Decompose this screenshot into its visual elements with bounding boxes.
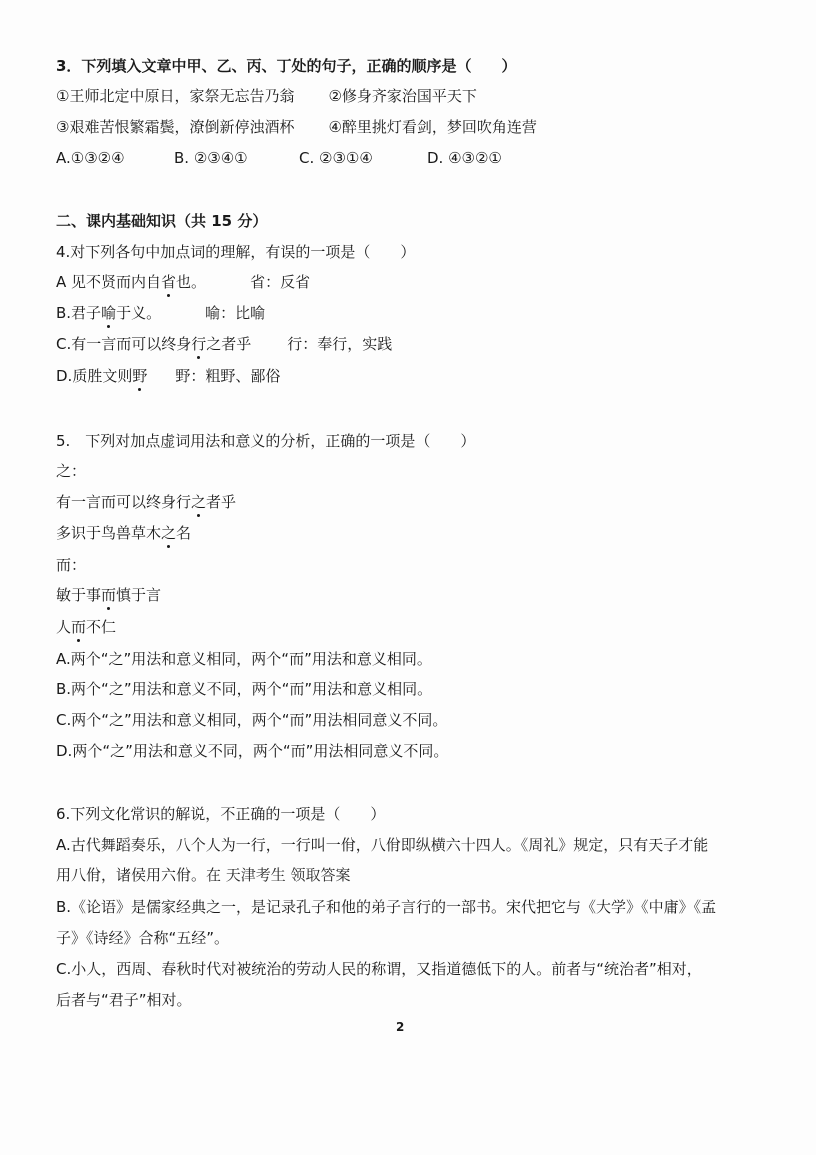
q5-er-sentence-2: 人而不仁	[56, 618, 117, 636]
q3-sentence-1: ①王师北定中原日，家祭无忘告乃翁	[56, 87, 295, 105]
q3-option-b: B. ②③④①	[174, 149, 248, 167]
q5-er-dotted-1: 而	[101, 586, 117, 604]
q6-option-b-line-1: B.《论语》是儒家经典之一，是记录孔子和他的弟子言行的一部书。宋代把它与《大学》《中庸》《孟	[56, 898, 717, 916]
q4-d-gloss: 野：粗野、鄙俗	[175, 367, 281, 385]
watermark-text: 在 天津考生 领取答案	[206, 866, 351, 884]
section-2-heading: 二、课内基础知识（共 15 分）	[56, 212, 268, 230]
q5-stem: 5. 下列对加点虚词用法和意义的分析，正确的一项是（ ）	[56, 432, 476, 450]
q4-b-gloss: 喻：比喻	[205, 304, 266, 322]
q3-sentences-row-2	[56, 117, 537, 137]
q5-er-label: 而：	[56, 556, 87, 574]
q5-er-dotted-2: 而	[71, 618, 87, 636]
q6-option-b-line-2: 子》《诗经》合称“五经”。	[56, 929, 230, 947]
q3-option-a: A.①③②④	[56, 149, 125, 167]
q5-option-d: D.两个“之”用法和意义不同，两个“而”用法相同意义不同。	[56, 742, 449, 760]
q6-option-a-line-2: 用八佾，诸侯用六佾。在 天津考生 领取答案	[56, 866, 351, 884]
q5-option-c: C.两个“之”用法和意义相同，两个“而”用法相同意义不同。	[56, 711, 448, 729]
q4-option-c: C.有一言而可以终身行之者乎 行：奉行，实践	[56, 335, 393, 353]
q5-option-b: B.两个“之”用法和意义不同，两个“而”用法和意义相同。	[56, 680, 433, 698]
q4-option-d: D.质胜文则野 野：粗野、鄙俗	[56, 367, 281, 385]
q3-option-d: D. ④③②①	[427, 149, 502, 167]
q4-d-dotted-word: 野	[132, 367, 148, 385]
q3-options	[56, 148, 502, 168]
q3-sentences-row-1	[56, 86, 477, 106]
q4-b-dotted-word: 喻	[101, 304, 117, 322]
q4-option-a: A 见不贤而内自省也。 省：反省	[56, 273, 311, 291]
q6-stem: 6.下列文化常识的解说，不正确的一项是（ ）	[56, 805, 386, 823]
q4-c-dotted-word: 行	[191, 335, 207, 353]
q4-a-dotted-word: 省	[161, 273, 177, 291]
q5-zhi-sentence-1: 有一言而可以终身行之者乎	[56, 493, 237, 511]
q5-zhi-sentence-2: 多识于鸟兽草木之名	[56, 524, 192, 542]
q4-a-gloss: 省：反省	[250, 273, 311, 291]
q3-option-c: C. ②③①④	[299, 149, 373, 167]
q3-sentence-4: ④醉里挑灯看剑，梦回吹角连营	[328, 118, 537, 136]
q5-zhi-label: 之：	[56, 462, 87, 480]
q4-stem: 4.对下列各句中加点词的理解，有误的一项是（ ）	[56, 243, 416, 261]
q3-sentence-2: ②修身齐家治国平天下	[328, 87, 477, 105]
q3-sentence-3: ③艰难苦恨繁霜鬓，潦倒新停浊酒杯	[56, 118, 295, 136]
q5-er-sentence-1: 敏于事而慎于言	[56, 586, 162, 604]
q4-c-gloss: 行：奉行，实践	[287, 335, 393, 353]
q6-option-a-line-1: A.古代舞蹈奏乐，八个人为一行，一行叫一佾，八佾即纵横六十四人。《周礼》规定，只有天子才能	[56, 836, 709, 854]
q4-option-b: B.君子喻于义。 喻：比喻	[56, 304, 266, 322]
q5-option-a: A.两个“之”用法和意义相同，两个“而”用法和意义相同。	[56, 650, 432, 668]
q5-zhi-dotted-1: 之	[191, 493, 207, 511]
q6-option-c-line-1: C.小人，西周、春秋时代对被统治的劳动人民的称谓，又指道德低下的人。前者与“统治者”相对，	[56, 960, 702, 978]
q5-zhi-dotted-2: 之	[161, 524, 177, 542]
q3-stem: 3．下列填入文章中甲、乙、丙、丁处的句子，正确的顺序是（ ）	[56, 57, 517, 75]
q6-option-c-line-2: 后者与“君子”相对。	[56, 991, 192, 1009]
page-number: 2	[396, 1020, 405, 1034]
